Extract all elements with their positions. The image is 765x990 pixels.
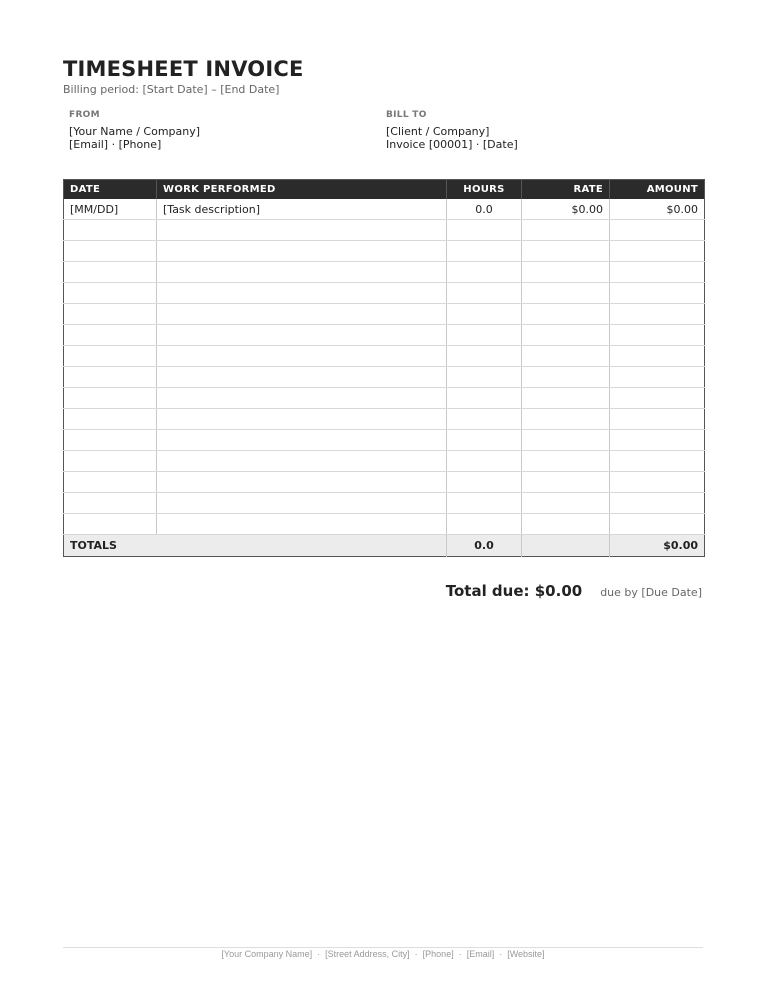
cell-date — [64, 472, 157, 493]
cell-date — [64, 451, 157, 472]
cell-hours — [447, 451, 522, 472]
cell-amount — [610, 388, 705, 409]
cell-rate — [522, 451, 610, 472]
table-row — [64, 493, 705, 514]
table-row — [64, 409, 705, 430]
cell-amount — [610, 367, 705, 388]
footer-separator: · — [414, 949, 418, 959]
table-row — [64, 346, 705, 367]
table-row — [64, 472, 705, 493]
cell-work: [Task description] — [157, 199, 447, 220]
bill-to-name: [Client / Company] — [386, 125, 490, 138]
table-header-row — [64, 180, 705, 200]
footer-separator: · — [458, 949, 462, 959]
cell-rate — [522, 388, 610, 409]
cell-work — [157, 493, 447, 514]
cell-hours — [447, 220, 522, 241]
cell-amount — [610, 451, 705, 472]
column-header-hours: HOURS — [447, 180, 522, 200]
cell-rate — [522, 304, 610, 325]
from-block — [69, 110, 386, 151]
bill-to-block — [386, 110, 703, 151]
table-row — [64, 241, 705, 262]
cell-rate — [522, 325, 610, 346]
column-header-rate: RATE — [522, 180, 610, 200]
cell-date — [64, 430, 157, 451]
cell-rate: $0.00 — [522, 199, 610, 220]
cell-rate — [522, 514, 610, 535]
from-contact: [Email] · [Phone] — [69, 138, 162, 151]
table-row — [64, 199, 705, 220]
cell-hours — [447, 514, 522, 535]
table-row — [64, 304, 705, 325]
cell-date — [64, 493, 157, 514]
cell-work — [157, 241, 447, 262]
cell-work — [157, 388, 447, 409]
cell-hours — [447, 241, 522, 262]
footer-item: [Phone] — [422, 949, 454, 959]
cell-amount — [610, 283, 705, 304]
totals-row — [64, 535, 705, 557]
cell-date — [64, 514, 157, 535]
cell-rate — [522, 262, 610, 283]
cell-rate — [522, 409, 610, 430]
cell-date: [MM/DD] — [64, 199, 157, 220]
footer-item: [Street Address, City] — [325, 949, 410, 959]
cell-date — [64, 325, 157, 346]
cell-work — [157, 220, 447, 241]
cell-hours — [447, 472, 522, 493]
cell-date — [64, 346, 157, 367]
column-header-amount: AMOUNT — [610, 180, 705, 200]
table-row — [64, 367, 705, 388]
cell-date — [64, 241, 157, 262]
cell-hours: 0.0 — [447, 199, 522, 220]
cell-work — [157, 346, 447, 367]
cell-work — [157, 472, 447, 493]
total-due-block — [63, 582, 703, 600]
cell-hours — [447, 388, 522, 409]
table-row — [64, 325, 705, 346]
invoice-page — [63, 56, 703, 600]
cell-rate — [522, 472, 610, 493]
cell-amount — [610, 241, 705, 262]
footer-separator: · — [499, 949, 503, 959]
table-row — [64, 262, 705, 283]
cell-amount — [610, 514, 705, 535]
column-header-work: WORK PERFORMED — [157, 180, 447, 200]
cell-hours — [447, 262, 522, 283]
cell-work — [157, 325, 447, 346]
cell-rate — [522, 283, 610, 304]
cell-work — [157, 409, 447, 430]
cell-work — [157, 451, 447, 472]
cell-amount — [610, 325, 705, 346]
cell-work — [157, 514, 447, 535]
cell-hours — [447, 346, 522, 367]
cell-date — [64, 283, 157, 304]
cell-rate — [522, 367, 610, 388]
invoice-number-date: Invoice [00001] · [Date] — [386, 138, 518, 151]
column-header-date: DATE — [64, 180, 157, 200]
table-row — [64, 283, 705, 304]
cell-hours — [447, 409, 522, 430]
cell-rate — [522, 493, 610, 514]
cell-date — [64, 262, 157, 283]
footer-separator: · — [317, 949, 321, 959]
cell-date — [64, 220, 157, 241]
cell-hours — [447, 493, 522, 514]
table-row — [64, 430, 705, 451]
cell-hours — [447, 367, 522, 388]
table-body — [64, 199, 705, 535]
bill-to-label: BILL TO — [386, 110, 427, 120]
cell-hours — [447, 325, 522, 346]
totals-rate — [522, 535, 610, 557]
table-row — [64, 514, 705, 535]
totals-amount: $0.00 — [610, 535, 705, 557]
cell-amount — [610, 472, 705, 493]
total-due: Total due: $0.00 — [445, 582, 583, 600]
timesheet-table — [63, 179, 705, 557]
cell-amount — [610, 430, 705, 451]
cell-date — [64, 367, 157, 388]
cell-amount — [610, 409, 705, 430]
cell-rate — [522, 241, 610, 262]
cell-hours — [447, 304, 522, 325]
cell-work — [157, 283, 447, 304]
cell-amount: $0.00 — [610, 199, 705, 220]
cell-rate — [522, 346, 610, 367]
invoice-title: TIMESHEET INVOICE — [63, 57, 304, 81]
cell-rate — [522, 430, 610, 451]
from-name: [Your Name / Company] — [69, 125, 201, 138]
cell-amount — [610, 262, 705, 283]
cell-amount — [610, 493, 705, 514]
cell-work — [157, 367, 447, 388]
cell-amount — [610, 304, 705, 325]
footer-item: [Email] — [466, 949, 495, 959]
cell-work — [157, 304, 447, 325]
footer-item: [Your Company Name] — [221, 949, 313, 959]
cell-date — [64, 388, 157, 409]
cell-hours — [447, 283, 522, 304]
cell-work — [157, 262, 447, 283]
cell-rate — [522, 220, 610, 241]
from-label: FROM — [69, 110, 100, 120]
totals-label: TOTALS — [64, 535, 447, 557]
table-row — [64, 220, 705, 241]
footer-item: [Website] — [507, 949, 545, 959]
cell-work — [157, 430, 447, 451]
billing-period: Billing period: [Start Date] – [End Date] — [63, 83, 280, 96]
cell-hours — [447, 430, 522, 451]
cell-amount — [610, 220, 705, 241]
table-row — [64, 388, 705, 409]
cell-date — [64, 409, 157, 430]
totals-hours: 0.0 — [447, 535, 522, 557]
parties-block — [63, 110, 703, 151]
due-by-date: due by [Due Date] — [600, 586, 702, 599]
table-row — [64, 451, 705, 472]
page-footer — [63, 947, 703, 960]
cell-amount — [610, 346, 705, 367]
cell-date — [64, 304, 157, 325]
